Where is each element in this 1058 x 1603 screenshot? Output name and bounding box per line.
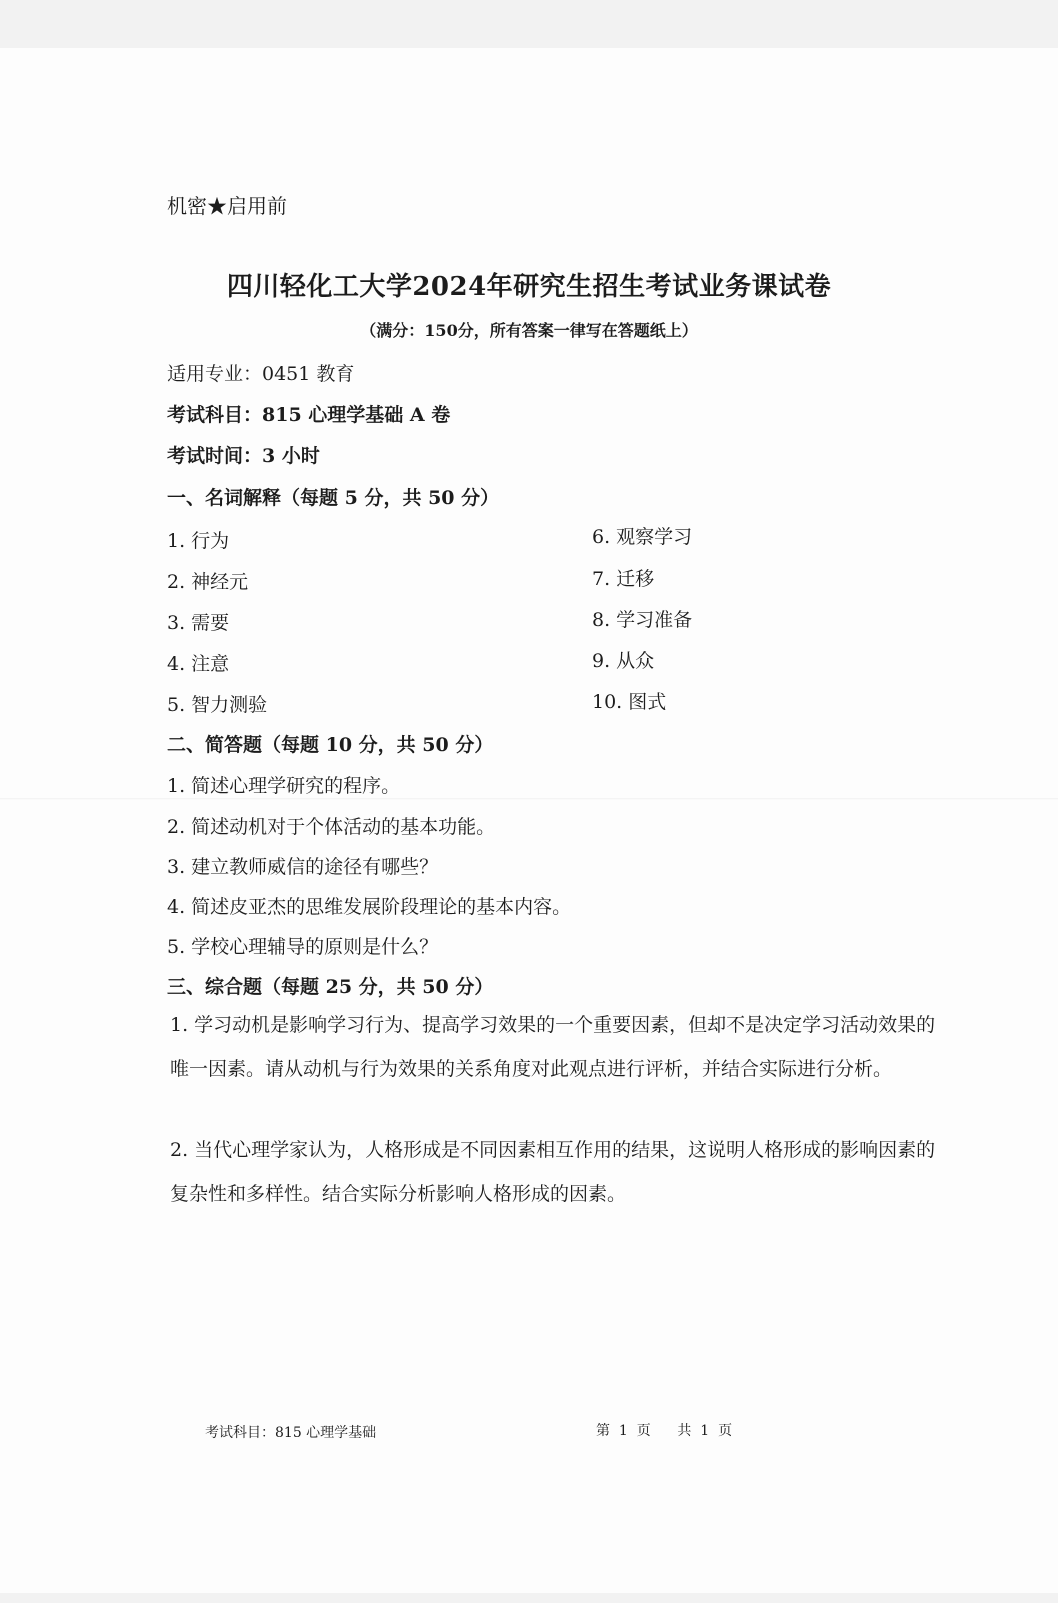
term-item: 9. 从众 [592, 650, 655, 672]
section-1-heading: 一、名词解释（每题 5 分，共 50 分） [167, 487, 500, 509]
exam-duration: 考试时间：3 小时 [167, 445, 320, 467]
section-2-heading: 二、简答题（每题 10 分，共 50 分） [167, 734, 494, 756]
term-item: 10. 图式 [592, 691, 667, 713]
applicable-major: 适用专业：0451 教育 [167, 363, 355, 385]
term-item: 8. 学习准备 [592, 609, 693, 631]
footer-subject: 考试科目：815 心理学基础 [205, 1425, 377, 1441]
exam-subject: 考试科目：815 心理学基础 A 卷 [167, 404, 451, 426]
short-answer-item: 1. 简述心理学研究的程序。 [167, 775, 401, 797]
term-item: 7. 迁移 [592, 568, 655, 590]
secret-label: 机密★启用前 [167, 194, 287, 218]
exam-subtitle: （满分：150分，所有答案一律写在答题纸上） [360, 321, 698, 340]
term-item: 2. 神经元 [167, 571, 249, 593]
essay-item: 1. 学习动机是影响学习行为、提高学习效果的一个重要因素，但却不是决定学习活动效果的唯一因素。请从动机与行为效果的关系角度对此观点进行评析，并结合实际进行分析。 [170, 1014, 936, 1080]
paper-fold-line [0, 798, 1058, 800]
short-answer-item: 5. 学校心理辅导的原则是什么？ [167, 936, 439, 958]
exam-title: 四川轻化工大学2024年研究生招生考试业务课试卷 [226, 272, 832, 302]
term-item: 3. 需要 [167, 612, 230, 634]
essay-item: 2. 当代心理学家认为，人格形成是不同因素相互作用的结果，这说明人格形成的影响因素的复杂性和多样性。结合实际分析影响人格形成的因素。 [170, 1139, 936, 1205]
term-item: 5. 智力测验 [167, 694, 268, 716]
short-answer-item: 2. 简述动机对于个体活动的基本功能。 [167, 816, 496, 838]
term-item: 6. 观察学习 [592, 526, 693, 548]
footer-page-number: 第 1 页 共 1 页 [596, 1423, 733, 1439]
short-answer-item: 3. 建立教师威信的途径有哪些？ [167, 856, 439, 878]
short-answer-item: 4. 简述皮亚杰的思维发展阶段理论的基本内容。 [167, 896, 572, 918]
term-item: 4. 注意 [167, 653, 230, 675]
term-item: 1. 行为 [167, 530, 230, 552]
section-3-heading: 三、综合题（每题 25 分，共 50 分） [167, 976, 494, 998]
